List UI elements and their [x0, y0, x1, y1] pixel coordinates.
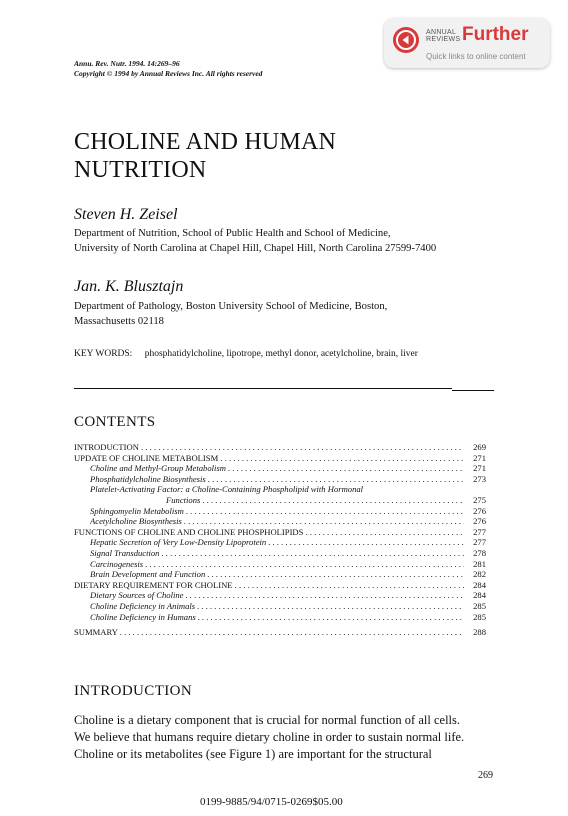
footer-code: 0199-9885/94/0715-0269$05.00 — [200, 796, 343, 808]
contents-heading: CONTENTS — [74, 414, 156, 430]
toc-page-number: 276 — [473, 505, 486, 516]
keywords-label: KEY WORDS: — [74, 349, 133, 359]
toc-page-number: 284 — [473, 590, 486, 601]
toc-page-number: 277 — [473, 526, 486, 537]
toc-entry[interactable]: Carcinogenesis . . . 281 — [74, 559, 494, 570]
author-affiliation: Department of Pathology, Boston University School of Medicine, Boston, Massachusetts 02118 — [74, 301, 388, 327]
toc-entry[interactable]: Choline Deficiency in Animals . . . 285 — [74, 601, 494, 612]
section-heading: INTRODUCTION — [74, 683, 193, 699]
toc-entry[interactable]: UPDATE OF CHOLINE METABOLISM . . . 271 — [74, 453, 494, 464]
toc-page-number: 284 — [473, 579, 486, 590]
toc-entry[interactable]: Platelet-Activating Factor: a Choline-Containing Phospholipid with Hormonal — [90, 484, 364, 495]
toc-page-number: 278 — [473, 547, 486, 558]
divider — [74, 388, 452, 389]
toc-page-number: 285 — [473, 600, 486, 611]
toc-entry[interactable]: Hepatic Secretion of Very Low-Density Lipoprotein . . . 277 — [74, 537, 494, 548]
journal-citation: Annu. Rev. Nutr. 1994. 14:269–96 Copyright © 1994 by Annual Reviews Inc. All rights reserved — [74, 59, 263, 78]
toc-entry[interactable]: Choline and Methyl-Group Metabolism . . . 271 — [74, 463, 494, 474]
toc-entry[interactable]: Dietary Sources of Choline . . . 284 — [74, 590, 494, 601]
badge-subtitle: Quick links to online content — [426, 52, 526, 61]
toc-entry[interactable]: Acetylcholine Biosynthesis . . . 276 — [74, 516, 494, 527]
toc-entry[interactable]: FUNCTIONS OF CHOLINE AND CHOLINE PHOSPHOLIPIDS . . . 277 — [74, 527, 494, 538]
toc-page-number: 285 — [473, 611, 486, 622]
table-of-contents — [74, 442, 494, 638]
toc-entry[interactable]: Signal Transduction . . . 278 — [74, 548, 494, 559]
toc-page-number: 276 — [473, 516, 486, 527]
toc-page-number: 273 — [473, 473, 486, 484]
toc-page-number: 271 — [473, 452, 486, 463]
toc-page-number: 288 — [473, 627, 486, 638]
toc-entry[interactable]: SUMMARY . . . 288 — [74, 627, 494, 638]
toc-page-number: 277 — [473, 537, 486, 548]
keywords-value: phosphatidylcholine, lipotrope, methyl donor, acetylcholine, brain, liver — [144, 349, 418, 359]
toc-page-number: 275 — [473, 494, 486, 505]
badge-annual-reviews-label: ANNUAL REVIEWS — [426, 29, 461, 43]
toc-entry[interactable]: Phosphatidylcholine Biosynthesis . . . 273 — [74, 474, 494, 485]
author-affiliation: Department of Nutrition, School of Public Health and School of Medicine, University of North Carolina at Chapel Hill, Chapel Hill, North Carolina 27599-7400 — [74, 228, 437, 254]
toc-entry[interactable]: Functions . . . 275 — [74, 495, 494, 506]
author-name: Jan. K. Blusztajn — [74, 278, 184, 295]
page-number: 269 — [478, 770, 493, 781]
toc-entry[interactable]: INTRODUCTION . . . 269 — [74, 442, 494, 453]
toc-page-number: 271 — [473, 463, 486, 474]
toc-page-number: 269 — [473, 442, 486, 452]
divider — [452, 390, 494, 391]
toc-entry[interactable]: DIETARY REQUIREMENT FOR CHOLINE . . . 284 — [74, 580, 494, 591]
body-text: Choline is a dietary component that is crucial for normal function of all cells. We believe that humans require dietary choline in order to sustain normal life. Choline or its metabolites (see Figure 1) are important for the structural — [74, 713, 465, 761]
play-circle-icon — [393, 27, 419, 53]
toc-page-number: 281 — [473, 558, 486, 569]
further-badge[interactable] — [384, 18, 550, 68]
badge-title: Further — [462, 24, 529, 45]
toc-entry[interactable]: Sphingomyelin Metabolism . . . 276 — [74, 506, 494, 517]
author-name: Steven H. Zeisel — [74, 206, 178, 223]
toc-page-number: 282 — [473, 569, 486, 580]
article-title: CHOLINE AND HUMAN NUTRITION — [74, 129, 337, 183]
toc-entry[interactable]: Brain Development and Function . . . 282 — [74, 569, 494, 580]
keywords — [74, 349, 418, 359]
toc-entry[interactable]: Choline Deficiency in Humans . . . 285 — [74, 612, 494, 623]
